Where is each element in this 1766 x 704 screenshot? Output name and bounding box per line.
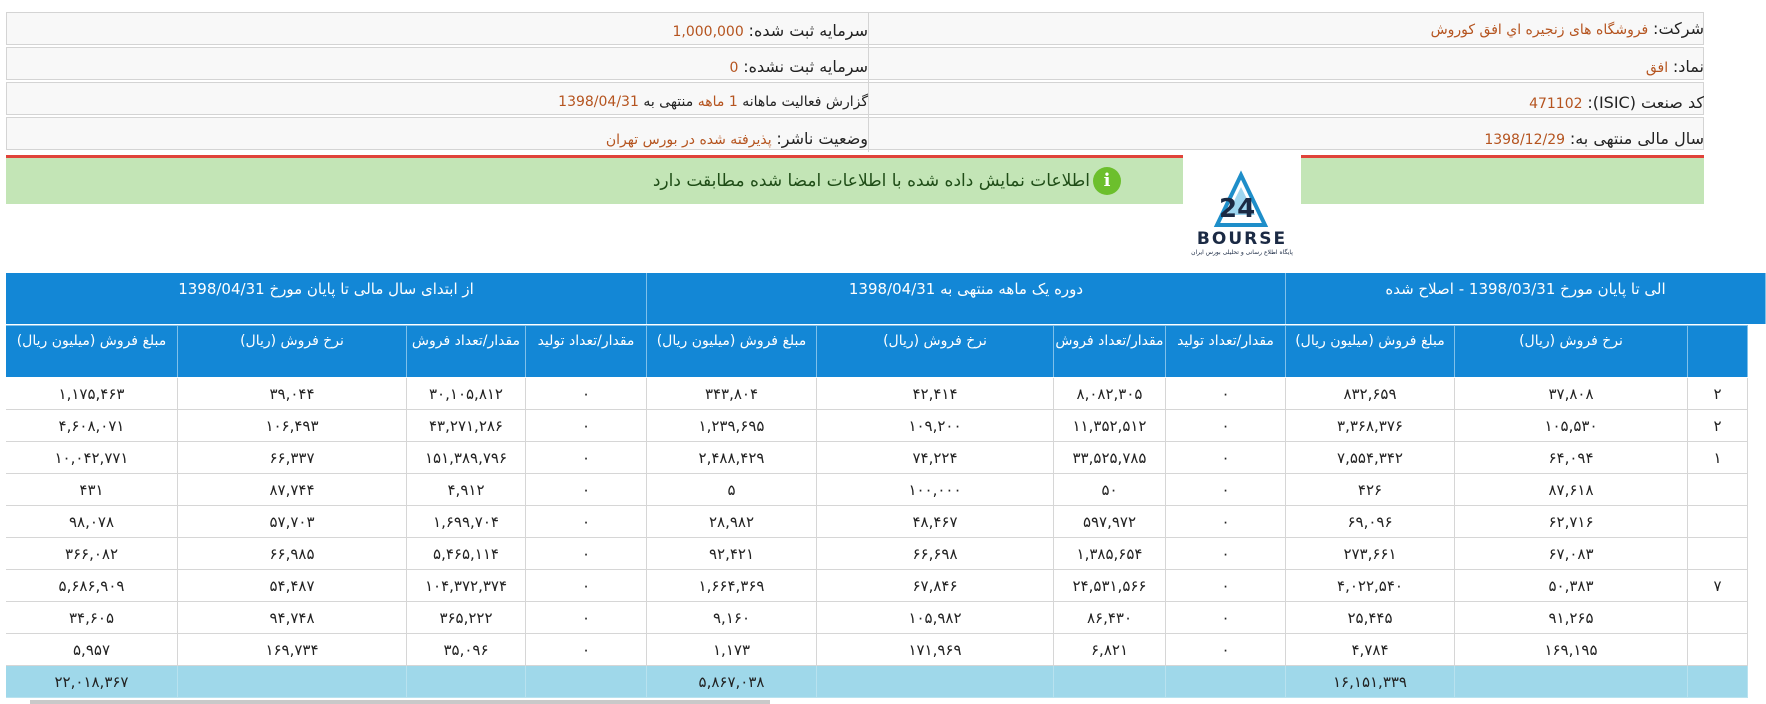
table-cell: ۱,۲۳۹,۶۹۵ xyxy=(647,410,817,442)
logo-mark-icon xyxy=(1183,155,1301,235)
column-header: مبلغ فروش (میلیون ریال) xyxy=(6,325,178,377)
table-cell: ۹۸,۰۷۸ xyxy=(6,506,178,538)
table-cell: ۱,۶۶۴,۳۶۹ xyxy=(647,570,817,602)
table-cell: ۹۱,۲۶۵ xyxy=(1455,602,1688,634)
table-cell: ۱,۱۷۵,۴۶۳ xyxy=(6,378,178,410)
fiscal-year-field xyxy=(1484,122,1704,155)
table-cell: ۶۶,۳۳۷ xyxy=(178,442,407,474)
table-cell: ۶۶,۹۸۵ xyxy=(178,538,407,570)
table-cell: ۶۷,۸۴۶ xyxy=(817,570,1054,602)
table-cell: ۹۲,۴۲۱ xyxy=(647,538,817,570)
table-cell: ۰ xyxy=(1166,538,1286,570)
table-cell: ۶۹,۰۹۶ xyxy=(1286,506,1455,538)
table-cell: ۴۳۱ xyxy=(6,474,178,506)
table-cell: ۴۲,۴۱۴ xyxy=(817,378,1054,410)
table-cell: ۶,۸۲۱ xyxy=(1054,634,1166,666)
report-months: 1 ماهه xyxy=(697,94,738,110)
column-header: مقدار/تعداد تولید xyxy=(1166,325,1286,377)
group-header: دوره یک ماهه منتهی به 1398/04/31 xyxy=(647,273,1286,324)
table-cell: ۲۷۳,۶۶۱ xyxy=(1286,538,1455,570)
table-cell: ۵۷,۷۰۳ xyxy=(178,506,407,538)
table-cell xyxy=(1688,634,1748,666)
table-cell: ۵۰,۳۸۳ xyxy=(1455,570,1688,602)
report-suffix: منتهی به xyxy=(643,94,694,110)
table-cell: ۰ xyxy=(526,634,647,666)
table-cell: ۴,۰۲۲,۵۴۰ xyxy=(1286,570,1455,602)
table-cell: ۳۴۳,۸۰۴ xyxy=(647,378,817,410)
sales-table xyxy=(6,273,1722,704)
table-cell xyxy=(1688,474,1748,506)
table-cell: ۰ xyxy=(1166,442,1286,474)
table-cell: ۳۵,۰۹۶ xyxy=(407,634,526,666)
publisher-status-field xyxy=(606,122,868,155)
table-cell: ۲ xyxy=(1688,378,1748,410)
isic-label: کد صنعت (ISIC): xyxy=(1587,93,1704,112)
table-cell: ۴,۷۸۴ xyxy=(1286,634,1455,666)
table-cell: ۰ xyxy=(526,538,647,570)
banner-bar-right xyxy=(1301,158,1704,204)
table-cell: ۳۷,۸۰۸ xyxy=(1455,378,1688,410)
table-cell: ۵,۶۸۶,۹۰۹ xyxy=(6,570,178,602)
table-cell: ۴۲۶ xyxy=(1286,474,1455,506)
table-cell: ۱۰۰,۰۰۰ xyxy=(817,474,1054,506)
table-cell: ۰ xyxy=(1166,410,1286,442)
table-cell: ۵,۹۵۷ xyxy=(6,634,178,666)
total-cell: ۵,۸۶۷,۰۳۸ xyxy=(647,666,817,698)
info-icon: i xyxy=(1093,167,1121,195)
table-cell: ۶۶,۶۹۸ xyxy=(817,538,1054,570)
table-cell: ۵۹۷,۹۷۲ xyxy=(1054,506,1166,538)
table-cell: ۱,۶۹۹,۷۰۴ xyxy=(407,506,526,538)
logo-digits: 24 xyxy=(1219,194,1256,224)
table-cell: ۵۴,۴۸۷ xyxy=(178,570,407,602)
table-cell: ۹۴,۷۴۸ xyxy=(178,602,407,634)
horizontal-scrollbar[interactable] xyxy=(30,700,770,704)
table-cell: ۳۳,۵۲۵,۷۸۵ xyxy=(1054,442,1166,474)
total-cell xyxy=(817,666,1054,698)
total-cell xyxy=(178,666,407,698)
table-cell: ۳۰,۱۰۵,۸۱۲ xyxy=(407,378,526,410)
total-cell: ۲۲,۰۱۸,۳۶۷ xyxy=(6,666,178,698)
group-header: الی تا پایان مورخ 1398/03/31 - اصلاح شده xyxy=(1286,273,1766,324)
report-prefix: گزارش فعالیت ماهانه xyxy=(742,94,868,110)
table-cell: ۰ xyxy=(1166,506,1286,538)
table-cell: ۱۱,۳۵۲,۵۱۲ xyxy=(1054,410,1166,442)
symbol-field xyxy=(1646,50,1704,83)
table-cell: ۶۲,۷۱۶ xyxy=(1455,506,1688,538)
table-cell: ۰ xyxy=(526,410,647,442)
company-field xyxy=(1431,12,1704,45)
table-cell: ۷,۵۵۴,۳۴۲ xyxy=(1286,442,1455,474)
table-cell: ۶۷,۰۸۳ xyxy=(1455,538,1688,570)
table-cell: ۳۴,۶۰۵ xyxy=(6,602,178,634)
unregistered-capital-value: 0 xyxy=(729,60,739,76)
table-cell: ۴,۶۰۸,۰۷۱ xyxy=(6,410,178,442)
table-cell: ۳۹,۰۴۴ xyxy=(178,378,407,410)
table-cell: ۵,۴۶۵,۱۱۴ xyxy=(407,538,526,570)
table-cell: ۵۰ xyxy=(1054,474,1166,506)
total-cell xyxy=(407,666,526,698)
table-cell: ۴۳,۲۷۱,۲۸۶ xyxy=(407,410,526,442)
table-cell: ۳۶۶,۰۸۲ xyxy=(6,538,178,570)
total-cell xyxy=(1455,666,1688,698)
verification-message: اطلاعات نمایش داده شده با اطلاعات امضا شده مطابقت دارد xyxy=(652,171,1090,191)
company-value[interactable]: فروشگاه های زنجیره اي افق کوروش xyxy=(1430,22,1649,38)
table-cell: ۰ xyxy=(526,506,647,538)
symbol-value[interactable]: افق xyxy=(1645,60,1669,76)
table-cell xyxy=(1688,538,1748,570)
table-cell: ۰ xyxy=(1166,474,1286,506)
table-cell: ۸۷,۶۱۸ xyxy=(1455,474,1688,506)
table-cell: ۳,۳۶۸,۳۷۶ xyxy=(1286,410,1455,442)
total-cell xyxy=(1054,666,1166,698)
unregistered-capital-label: سرمایه ثبت نشده: xyxy=(743,57,868,76)
column-header: نرخ فروش (ریال) xyxy=(178,325,407,377)
table-cell: ۴,۹۱۲ xyxy=(407,474,526,506)
table-cell: ۷۴,۲۲۴ xyxy=(817,442,1054,474)
table-cell xyxy=(1688,602,1748,634)
report-field xyxy=(558,86,868,119)
table-cell: ۶۴,۰۹۴ xyxy=(1455,442,1688,474)
table-cell: ۳۶۵,۲۲۲ xyxy=(407,602,526,634)
isic-value: 471102 xyxy=(1529,96,1583,112)
logo-word: BOURSE xyxy=(1196,229,1288,249)
column-header: مبلغ فروش (میلیون ریال) xyxy=(1286,325,1455,377)
table-cell: ۵ xyxy=(647,474,817,506)
table-cell: ۱۰۵,۹۸۲ xyxy=(817,602,1054,634)
table-cell: ۱,۳۸۵,۶۵۴ xyxy=(1054,538,1166,570)
publisher-status-label: وضعیت ناشر: xyxy=(776,129,868,148)
registered-capital-field xyxy=(673,14,869,47)
table-cell: ۸۷,۷۴۴ xyxy=(178,474,407,506)
publisher-status-value: پذیرفته شده در بورس تهران xyxy=(605,132,772,148)
table-cell: ۲۸,۹۸۲ xyxy=(647,506,817,538)
table-cell: ۰ xyxy=(1166,570,1286,602)
table-cell: ۰ xyxy=(1166,602,1286,634)
unregistered-capital-field xyxy=(730,50,868,83)
table-cell: ۱,۱۷۳ xyxy=(647,634,817,666)
table-cell: ۱ xyxy=(1688,442,1748,474)
table-cell: ۸,۰۸۲,۳۰۵ xyxy=(1054,378,1166,410)
table-cell: ۰ xyxy=(1166,634,1286,666)
table-cell: ۰ xyxy=(1166,378,1286,410)
total-cell: ۱۶,۱۵۱,۳۳۹ xyxy=(1286,666,1455,698)
logo-tagline: پایگاه اطلاع رسانی و تحلیلی بورس ایران xyxy=(1191,249,1293,256)
info-divider xyxy=(868,12,869,152)
registered-capital-label: سرمایه ثبت شده: xyxy=(748,21,868,40)
column-header: مبلغ فروش (میلیون ریال) xyxy=(647,325,817,377)
report-date: 1398/04/31 xyxy=(558,94,639,110)
column-header: مقدار/تعداد تولید xyxy=(526,325,647,377)
company-label: شرکت: xyxy=(1653,19,1704,38)
table-cell: ۰ xyxy=(526,474,647,506)
table-cell: ۱۶۹,۱۹۵ xyxy=(1455,634,1688,666)
isic-field xyxy=(1529,86,1704,119)
table-cell: ۰ xyxy=(526,570,647,602)
column-header: مقدار/تعداد فروش xyxy=(407,325,526,377)
column-header xyxy=(1688,325,1748,377)
column-header: مقدار/تعداد فروش xyxy=(1054,325,1166,377)
column-header: نرخ فروش (ریال) xyxy=(817,325,1054,377)
table-cell: ۲۴,۵۳۱,۵۶۶ xyxy=(1054,570,1166,602)
fiscal-year-value: 1398/12/29 xyxy=(1484,132,1566,148)
table-cell: ۲ xyxy=(1688,410,1748,442)
table-cell: ۸۳۲,۶۵۹ xyxy=(1286,378,1455,410)
table-cell: ۱۰۶,۴۹۳ xyxy=(178,410,407,442)
table-cell: ۱۵۱,۳۸۹,۷۹۶ xyxy=(407,442,526,474)
table-cell: ۱۰۹,۲۰۰ xyxy=(817,410,1054,442)
table-cell: ۰ xyxy=(526,602,647,634)
registered-capital-value: 1,000,000 xyxy=(672,24,744,40)
table-cell: ۱۰,۰۴۲,۷۷۱ xyxy=(6,442,178,474)
table-cell: ۴۸,۴۶۷ xyxy=(817,506,1054,538)
table-cell: ۲۵,۴۴۵ xyxy=(1286,602,1455,634)
table-cell: ۱۶۹,۷۳۴ xyxy=(178,634,407,666)
total-cell xyxy=(526,666,647,698)
table-cell: ۲,۴۸۸,۴۲۹ xyxy=(647,442,817,474)
table-cell: ۰ xyxy=(526,442,647,474)
total-cell xyxy=(1688,666,1748,698)
table-cell: ۹,۱۶۰ xyxy=(647,602,817,634)
table-cell: ۱۰۴,۳۷۲,۳۷۴ xyxy=(407,570,526,602)
table-cell: ۷ xyxy=(1688,570,1748,602)
column-header: نرخ فروش (ریال) xyxy=(1455,325,1688,377)
total-cell xyxy=(1166,666,1286,698)
fiscal-year-label: سال مالی منتهی به: xyxy=(1569,129,1704,148)
symbol-label: نماد: xyxy=(1672,57,1704,76)
table-cell: ۱۰۵,۵۳۰ xyxy=(1455,410,1688,442)
table-cell: ۱۷۱,۹۶۹ xyxy=(817,634,1054,666)
table-cell: ۸۶,۴۳۰ xyxy=(1054,602,1166,634)
group-header: از ابتدای سال مالی تا پایان مورخ 1398/04/31 xyxy=(6,273,647,324)
table-cell xyxy=(1688,506,1748,538)
table-cell: ۰ xyxy=(526,378,647,410)
